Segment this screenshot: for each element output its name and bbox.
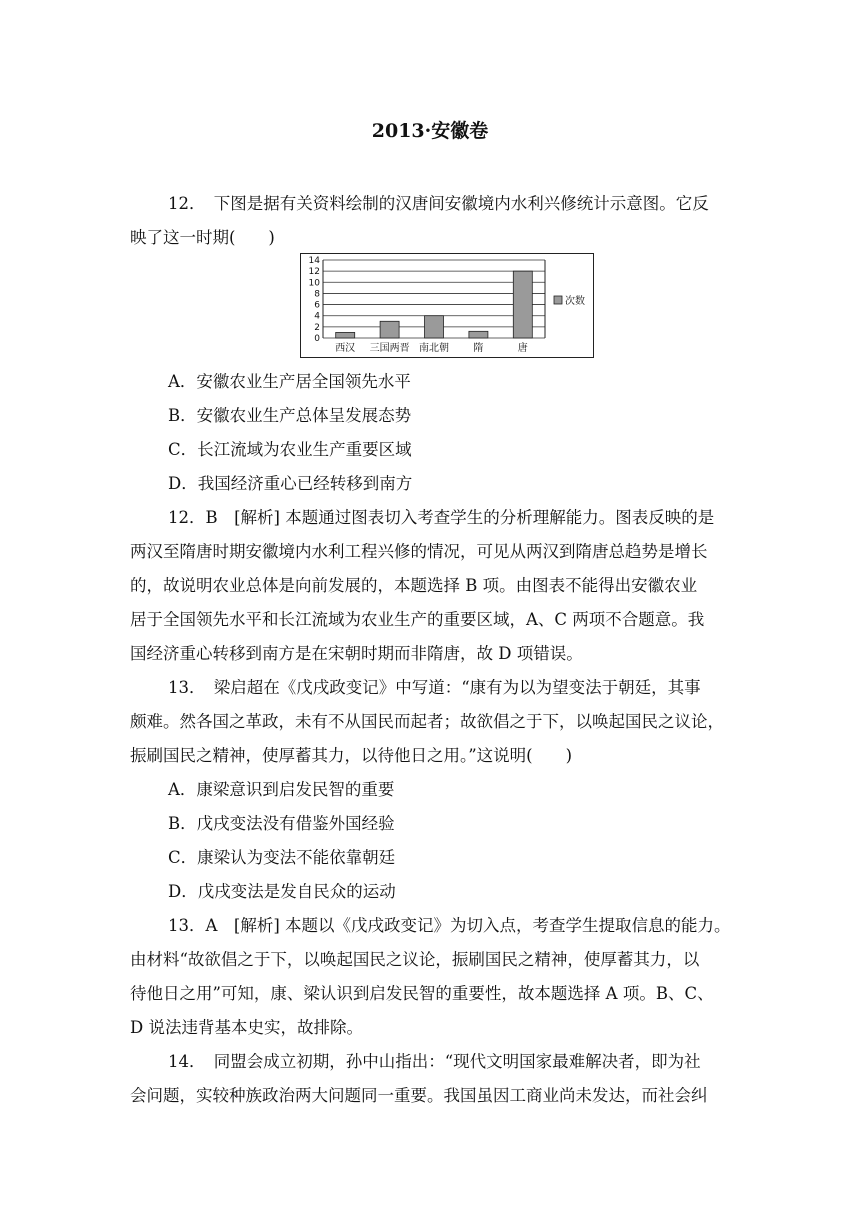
q13-answer-line: D 说法违背基本史实，故排除。 [130, 1018, 363, 1037]
q13-option-b: B．戊戌变法没有借鉴外国经验 [168, 814, 395, 833]
bar [380, 321, 399, 338]
x-tick-label: 三国两晋 [369, 343, 410, 354]
q12-answer-line: 国经济重心转移到南方是在宋朝时期而非隋唐，故 D 项错误。 [130, 644, 583, 663]
y-tick-label: 4 [314, 311, 320, 322]
x-tick-label: 唐 [517, 343, 528, 354]
q13-answer [130, 909, 730, 1045]
y-tick-label: 14 [308, 256, 320, 266]
y-tick-label: 8 [314, 289, 320, 300]
q12-answer-line: 的，故说明农业总体是向前发展的，本题选择 B 项。由图表不能得出安徽农业 [130, 576, 698, 595]
q12-answer [130, 501, 730, 671]
page-title: 2013·安徽卷 [371, 120, 489, 142]
q13-answer-line: 13．A [解析] 本题以《戊戌政变记》为切入点，考查学生提取信息的能力。 [168, 916, 731, 935]
q12-option-b: B．安徽农业生产总体呈发展态势 [168, 406, 412, 425]
legend-swatch [554, 296, 562, 304]
q13-answer-line: 待他日之用”可知，康、梁认识到启发民智的重要性，故本题选择 A 项。B、C、 [130, 984, 714, 1003]
q12-option-a: A．安徽农业生产居全国领先水平 [168, 372, 411, 391]
q13-stem-line: 颇难。然各国之革政，未有不从国民而起者；故欲倡之于下，以唤起国民之议论， [130, 712, 724, 731]
q13-answer-line: 由材料“故欲倡之于下，以唤起国民之议论，振刷国民之精神，使厚蓄其力，以 [130, 950, 700, 969]
q12-option-c: C．长江流域为农业生产重要区域 [168, 440, 412, 459]
y-tick-label: 12 [308, 267, 320, 278]
q13-stem [130, 671, 730, 773]
x-tick-label: 隋 [473, 343, 484, 354]
y-tick-label: 6 [314, 300, 320, 311]
q12-answer-line: 12．B [解析] 本题通过图表切入考查学生的分析理解能力。图表反映的是 [168, 508, 715, 527]
q14-stem [130, 1045, 730, 1113]
q13-option-d: D．戊戌变法是发自民众的运动 [168, 882, 396, 901]
q12-stem [130, 187, 730, 255]
q13-option-c: C．康梁认为变法不能依靠朝廷 [168, 848, 396, 867]
q12-answer-line: 居于全国领先水平和长江流域为农业生产的重要区域，A、C 两项不合题意。我 [130, 610, 705, 629]
bar [513, 271, 532, 338]
legend-label: 次数 [565, 296, 585, 307]
q13-stem-line: 13． 梁启超在《戊戌政变记》中写道：“康有为以为望变法于朝廷，其事 [168, 678, 701, 697]
q14-stem-line: 14． 同盟会成立初期，孙中山指出：“现代文明国家最难解决者，即为社 [168, 1052, 701, 1071]
q14-stem-line: 会问题，实较种族政治两大问题同一重要。我国虽因工商业尚未发达，而社会纠 [130, 1086, 708, 1105]
x-tick-label: 南北朝 [419, 343, 449, 354]
q12-option-d: D．我国经济重心已经转移到南方 [168, 474, 413, 493]
x-tick-label: 西汉 [335, 343, 356, 354]
q12-stem-line: 映了这一时期( ) [130, 228, 275, 247]
q12-answer-line: 两汉至隋唐时期安徽境内水利工程兴修的情况，可见从两汉到隋唐总趋势是增长 [130, 542, 708, 561]
q13-stem-line: 振刷国民之精神，使厚蓄其力，以待他日之用。”这说明( ) [130, 746, 573, 765]
q12-stem-line: 12． 下图是据有关资料绘制的汉唐间安徽境内水利兴修统计示意图。它反 [168, 194, 709, 213]
bar [425, 316, 444, 338]
y-tick-label: 2 [314, 322, 320, 333]
bar [469, 331, 488, 338]
y-tick-label: 0 [314, 334, 320, 344]
bar [336, 332, 355, 338]
irrigation-bar-chart [300, 253, 594, 358]
chart-canvas [301, 254, 593, 357]
q13-option-a: A．康梁意识到启发民智的重要 [168, 780, 395, 799]
y-tick-label: 10 [308, 278, 320, 289]
